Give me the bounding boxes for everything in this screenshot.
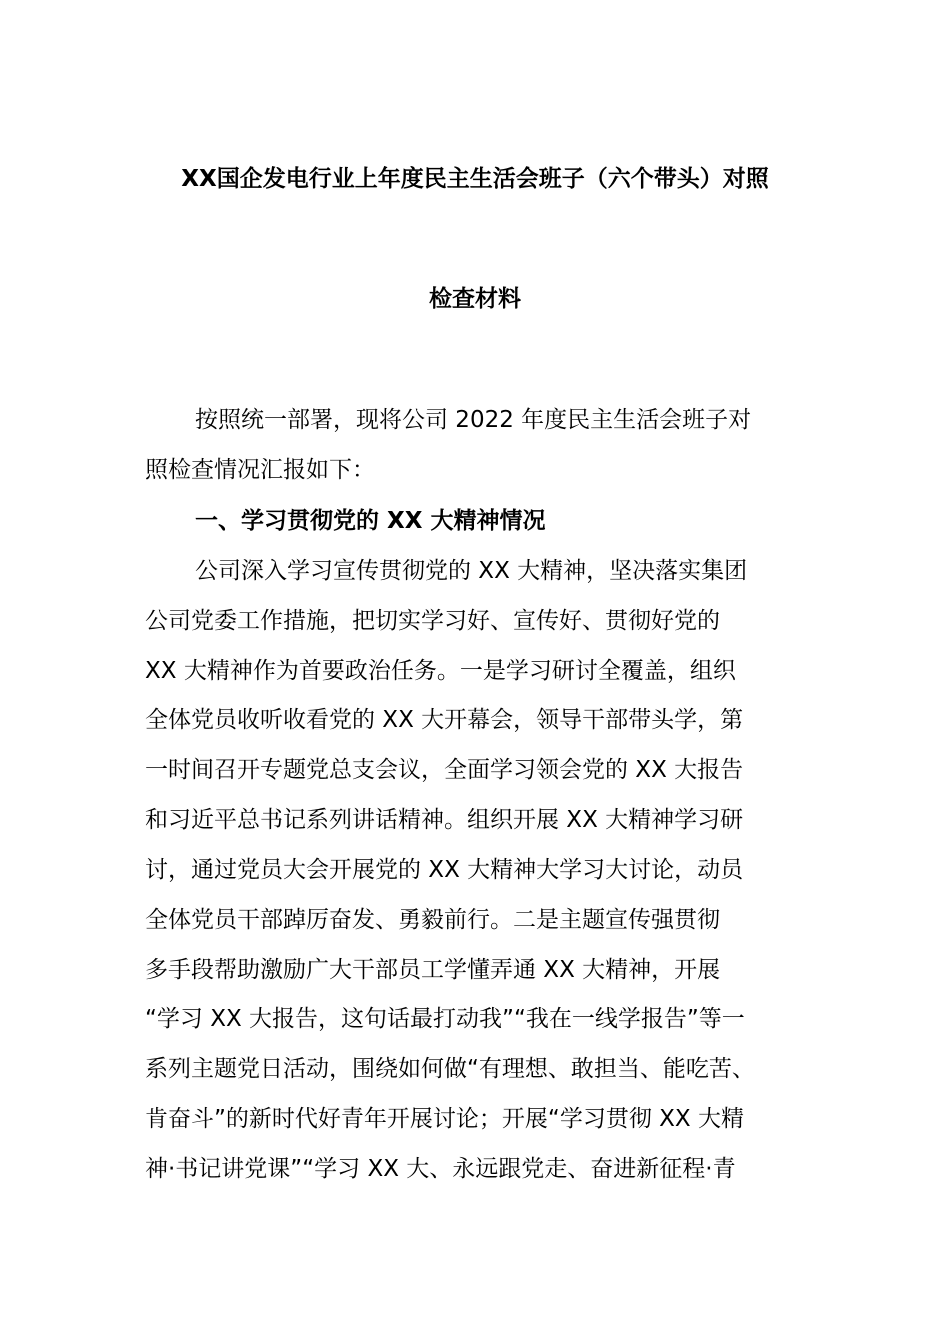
body-line: 公司深入学习宣传贯彻党的 XX 大精神，坚决落实集团	[195, 558, 748, 584]
body-line: 和习近平总书记系列讲话精神。组织开展 XX 大精神学习研	[145, 807, 744, 833]
body-line: 多手段帮助激励广大干部员工学懂弄通 XX 大精神，开展	[145, 957, 721, 983]
body-line: “学习 XX 大报告，这句话最打动我”“我在一线学报告”等一	[145, 1006, 745, 1032]
body-line: 一时间召开专题党总支会议，全面学习领会党的 XX 大报告	[145, 757, 744, 783]
document-title-line-1: XX国企发电行业上年度民主生活会班子（六个带头）对照	[181, 166, 769, 192]
body-line: 照检查情况汇报如下：	[145, 457, 375, 483]
body-line: XX 大精神作为首要政治任务。一是学习研讨全覆盖，组织	[145, 658, 736, 684]
body-line: 讨，通过党员大会开展党的 XX 大精神大学习大讨论，动员	[145, 857, 744, 883]
body-line: 系列主题党日活动，围绕如何做“有理想、敢担当、能吃苦、	[145, 1056, 755, 1082]
body-line: 全体党员收听收看党的 XX 大开幕会，领导干部带头学，第	[145, 707, 744, 733]
body-line: 肯奋斗”的新时代好青年开展讨论；开展“学习贯彻 XX 大精	[145, 1106, 744, 1132]
document-title-line-2: 检查材料	[429, 286, 521, 312]
section-heading: 一、学习贯彻党的 XX 大精神情况	[195, 508, 546, 534]
body-line: 公司党委工作措施，把切实学习好、宣传好、贯彻好党的	[145, 608, 720, 634]
body-line: 按照统一部署，现将公司 2022 年度民主生活会班子对	[195, 407, 752, 433]
body-line: 神·书记讲党课”“学习 XX 大、永远跟党走、奋进新征程·青	[145, 1156, 736, 1182]
body-line: 全体党员干部踔厉奋发、勇毅前行。二是主题宣传强贯彻	[145, 907, 720, 933]
